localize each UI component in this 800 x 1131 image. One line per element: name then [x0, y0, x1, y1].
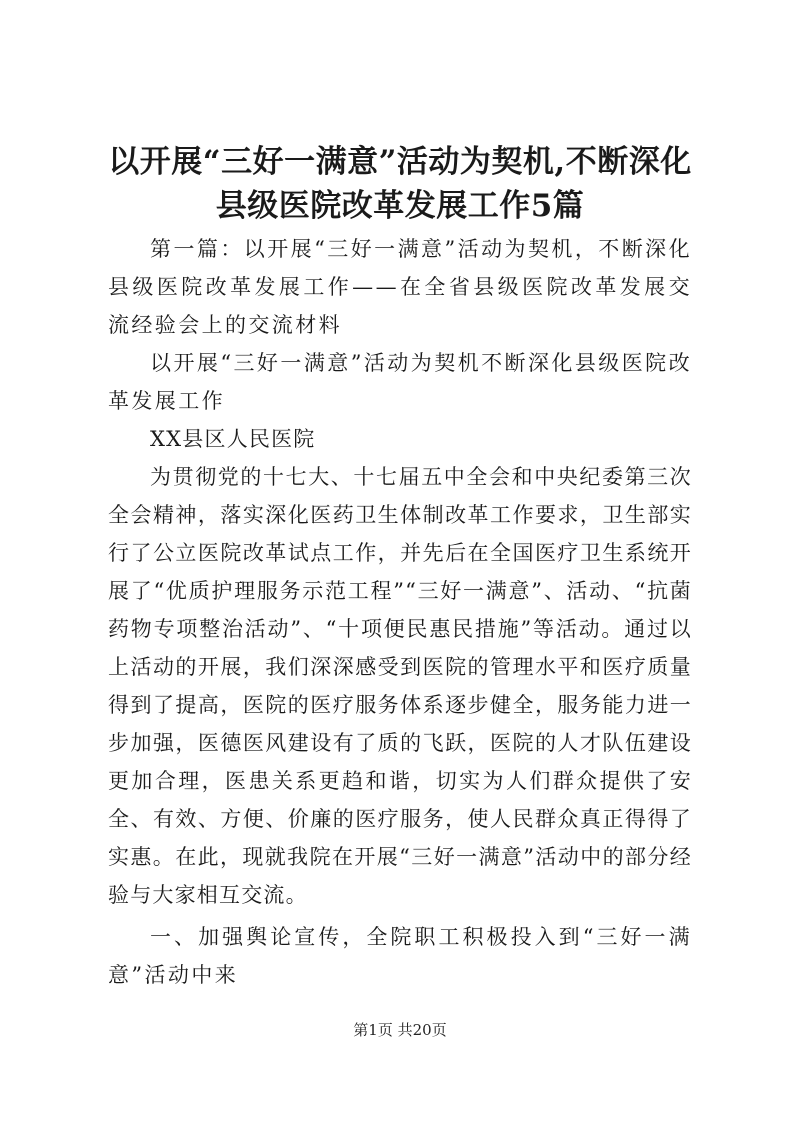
paragraph-author: XX县区人民医院 [150, 427, 316, 451]
paragraph-heading: 以开展“三好一满意”活动为契机不断深化县级医院改革发展工作 [108, 351, 692, 413]
title-line-1: 以开展“三好一满意”活动为契机,不断深化 [108, 144, 692, 180]
document-title [108, 140, 692, 228]
paragraph-subtitle: 第一篇：以开展“三好一满意”活动为契机，不断深化县级医院改革发展工作——在全省县级医院改革发展交流经验会上的交流材料 [108, 237, 692, 337]
paragraph-main: 为贯彻党的十七大、十七届五中全会和中央纪委第三次全会精神，落实深化医药卫生体制改革工作要求，卫生部实行了公立医院改革试点工作，并先后在全国医疗卫生系统开展了“优质护理服务示范工程”“三好一满意”、活动、“抗菌药物专项整治活动”、“十项便民惠民措施”等活动。通过以上活动的开展，我们深深感受到医院的管理水平和医疗质量得到了提高，医院的医疗服务体系逐步健全，服务能力进一步加强，医德医风建设有了质的飞跃，医院的人才队伍建设更加合理，医患关系更趋和谐，切实为人们群众提供了安全、有效、方便、价廉的医疗服务，使人民群众真正得得了实惠。在此，现就我院在开展“三好一满意”活动中的部分经验与大家相互交流。 [108, 465, 692, 907]
page-number: 第1页 共20页 [353, 1021, 447, 1039]
title-line-2: 县级医院改革发展工作5篇 [215, 188, 585, 224]
document-body [108, 230, 692, 994]
paragraph-section-1: 一、加强舆论宣传，全院职工积极投入到“三好一满意”活动中来 [108, 925, 692, 987]
